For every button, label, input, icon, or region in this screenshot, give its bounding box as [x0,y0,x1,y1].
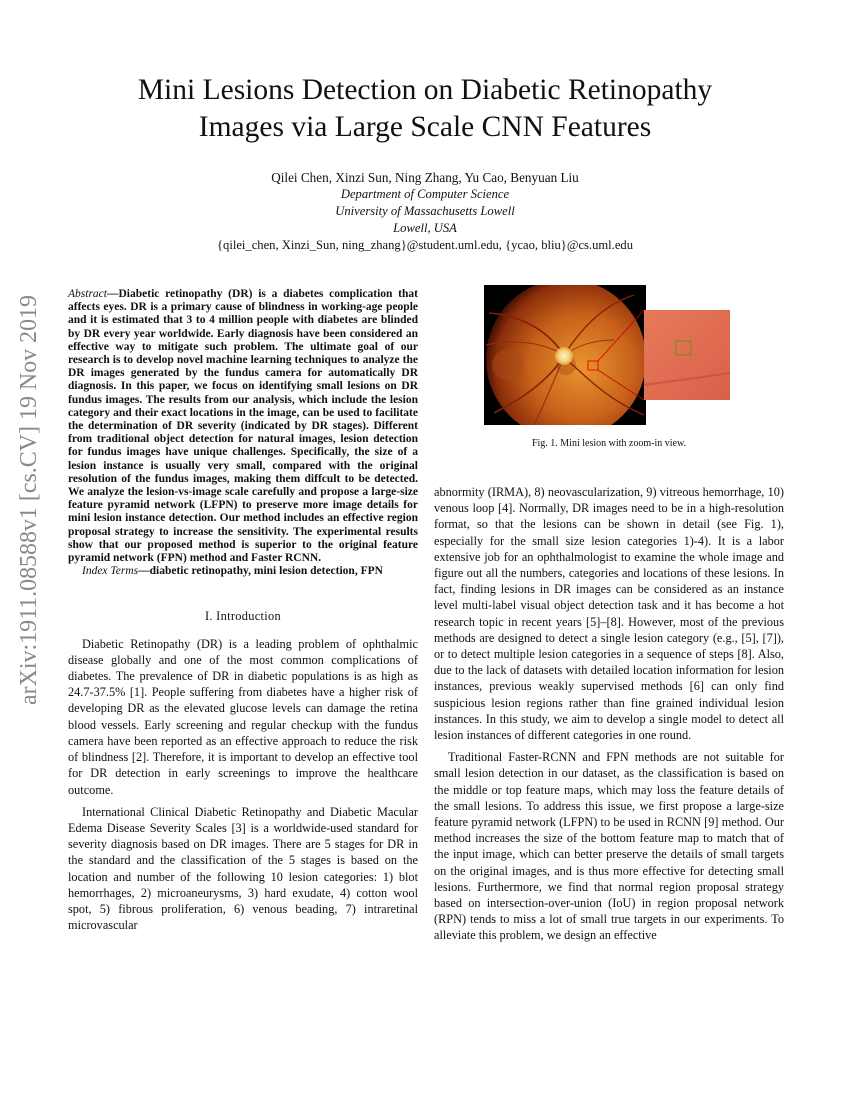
left-column [68,288,418,933]
affiliation-location: Lowell, USA [393,221,457,235]
arxiv-identifier [4,290,46,710]
abstract [68,288,418,565]
affiliation-university: University of Massachusetts Lowell [335,204,515,218]
paper-title [0,72,850,146]
section-heading-introduction: I. Introduction [204,609,282,624]
title-line-2: Images via Large Scale CNN Features [198,111,652,143]
right-paragraph-1: abnormity (IRMA), 8) neovascularization, 9) vitreous hemorrhage, 10) venous loop [4]. Normally, DR images need to be in a high-resolution format, so that the lesions can be shown in detail (see Fig. 1), especially for the small size lesion categories 1)-4). It is a labor extensive job for an ophthalmologist to examine the whole image and figure out all the numbers, categories and locations of these lesions. In fact, finding lesions in DR images can be considered as an instance level multi-label visual object detection task and it has become a hot research topic in recent years [5]–[8]. However, most of the previous methods are designed to detect a single lesion category (e.g., [5], [7]), or to detect multiple lesion categories in a sequence of steps [8]. Also, due to the lack of datasets with detailed location information for lesion instances, previous weakly supervised methods [6] can only find suspicious lesion regions rather than fine grained individual lesion instances. In this study, we aim to develop a single model to detect all lesion instances of different categories in one round. [434,485,784,743]
author-list: Qilei Chen, Xinzi Sun, Ning Zhang, Yu Cao, Benyuan Liu [271,170,579,185]
right-paragraph-2: Traditional Faster-RCNN and FPN methods are not suitable for small lesion detection in our dataset, as the classification is based on the middle or top feature maps, which may loss the feature details of the small lesions. To address this issue, we first propose a large-size feature pyramid network (LFPN) to be used in RCNN [9] method. Our method increases the size of the bottom feature map to match that of the input image, which can better preserve the details of small targets on the original images, and is thus more effective for detecting small lesions. Furthermore, we find that normal region proposal strategy based on intersection-over-union (IoU) in region proposal network (RPN) tends to miss a lot of small true targets in our experiments. To alleviate this problem, we design an effective [434,750,784,943]
abstract-text: —Diabetic retinopathy (DR) is a diabetes complication that affects eyes. DR is a primary cause of blindness in working-age people and it is estimated that 3 to 4 million people with diabetes are blinded by DR every year worldwide. Early diagnosis have been considered an effective way to mitigate such problem. The ultimate goal of our research is to develop novel machine learning techniques to analyze the DR images generated by the fundus camera for automatically DR diagnosis. In this paper, we focus on identifying small lesions on DR fundus images. The results from our analysis, which include the lesion category and their exact locations in the image, can be used to facilitate the determination of DR severity (indicated by DR stages). Different from traditional object detection for natural images, lesion detection for fundus images have unique challenges. Specifically, the size of a lesion instance is usually very small, compared with the original resolution of the fundus images, making them diffcult to be detected. We analyze the lesion-vs-image scale carefully and propose a large-size feature pyramid network (LFPN) to preserve more image details for mini lesion instance detection. Our method includes an effective region proposal strategy to increase the sensitivity. The experimental results show that our proposed method is superior to the original feature pyramid network (FPN) method and Faster RCNN. [68,288,418,565]
intro-paragraph-2: International Clinical Diabetic Retinopathy and Diabetic Macular Edema Disease Severity Scales [3] is a worldwide-used standard for severity diagnosis based on DR images. There are 5 stages for DR in the standard and the classification of the 5 stages is based on the location and number of the following 10 lesion categories: 1) blot hemorrhages, 2) microaneurysms, 3) hard exudate, 4) cotton wool spot, 5) fibrous proliferation, 6) venous beading, 7) intraretinal microvascular [68,804,418,933]
index-terms [68,565,418,578]
author-emails: {qilei_chen, Xinzi_Sun, ning_zhang}@student.uml.edu, {ycao, bliu}@cs.uml.edu [216,238,634,252]
index-terms-text: —diabetic retinopathy, mini lesion detection, FPN [138,565,383,578]
index-terms-label: Index Terms [82,565,139,578]
figure-1-caption: Fig. 1. Mini lesion with zoom-in view. [531,438,687,449]
affiliation-department: Department of Computer Science [340,187,510,201]
figure-1-fundus-image [484,285,784,425]
arxiv-identifier-text: arXiv:1911.08588v1 [cs.CV] 19 Nov 2019 [15,290,42,705]
right-column [434,484,784,944]
title-line-1: Mini Lesions Detection on Diabetic Retinopathy [137,74,713,106]
intro-paragraph-1: Diabetic Retinopathy (DR) is a leading problem of ophthalmic disease globally and one of the most common complications of diabetes. The prevalence of DR in diabetic populations is as high as 24.7-37.5% [1]. People suffering from diabetes have a higher risk of developing DR as the elevated glucose levels can damage the retina blood vessels. Early screening and regular checkup with the fundus camera have been reported as an effective approach to reduce the risk of blindness [2]. Therefore, it is important to develop an effective tool for DR detection in early screenings to improve the healthcare outcome. [68,636,418,797]
abstract-label: Abstract [68,288,107,300]
